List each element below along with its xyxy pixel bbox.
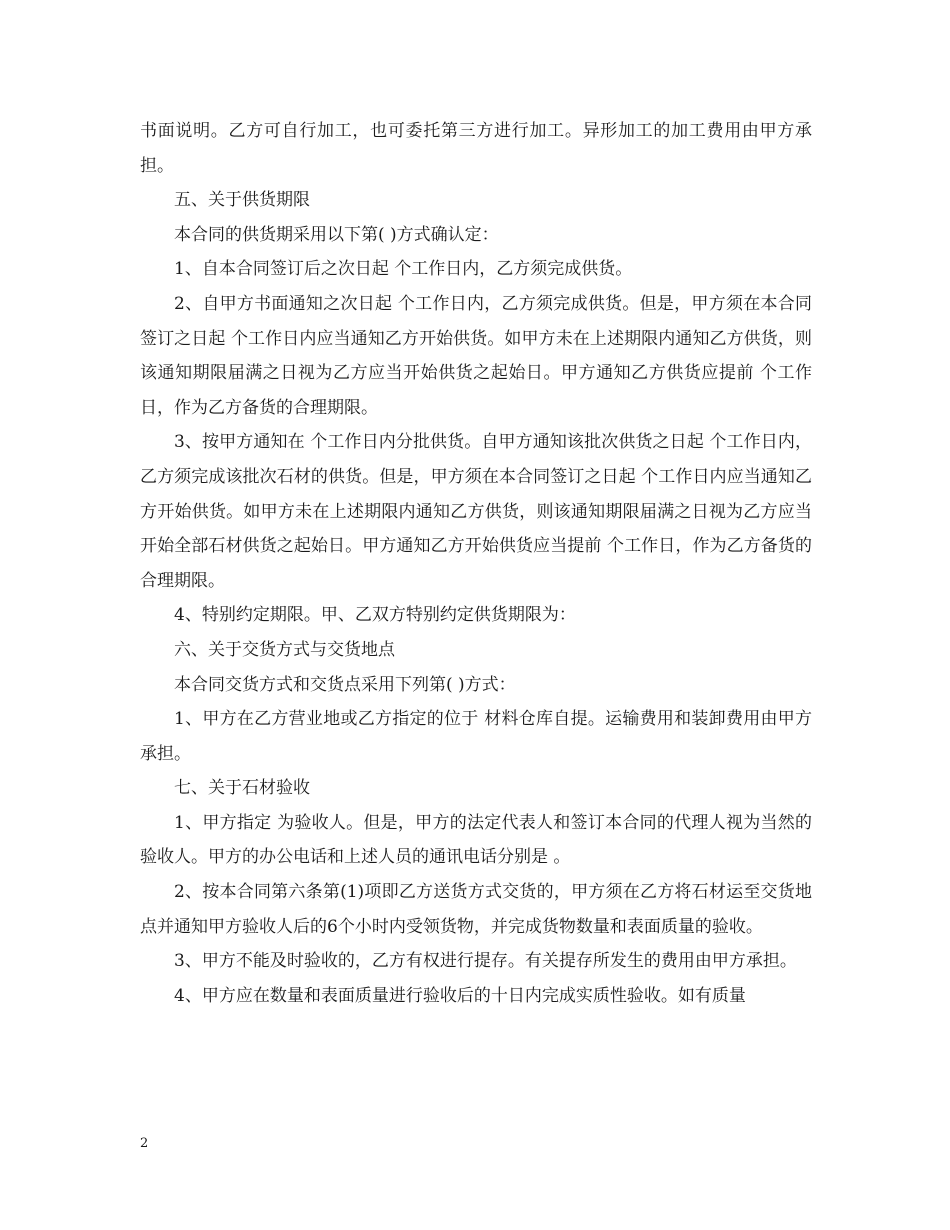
paragraph: 3、甲方不能及时验收的，乙方有权进行提存。有关提存所发生的费用由甲方承担。 <box>174 951 797 972</box>
paragraph: 本合同的供货期采用以下第( )方式确认定： <box>174 224 499 245</box>
paragraph: 4、甲方应在数量和表面质量进行验收后的十日内完成实质性验收。如有质量 <box>174 985 746 1006</box>
page-number: 2 <box>140 1136 149 1151</box>
paragraph: 书面说明。乙方可自行加工，也可委托第三方进行加工。异形加工的加工费用由甲方承担。 <box>140 121 812 176</box>
paragraph: 1、甲方指定 为验收人。但是，甲方的法定代表人和签订本合同的代理人视为当然的验收人。甲方的办公电话和上述人员的通讯电话分别是 。 <box>140 812 812 868</box>
document-body <box>140 114 812 1013</box>
paragraph: 1、自本合同签订后之次日起 个工作日内，乙方须完成供货。 <box>174 259 633 280</box>
paragraph: 3、按甲方通知在 个工作日内分批供货。自甲方通知该批次供货之日起 个工作日内，乙方须完成该批次石材的供货。但是，甲方须在本合同签订之日起 个工作日内应当通知乙方开始供货。如甲方未在上述期限内通知乙方供货，则该通知期限届满之日视为乙方应当开始全部石材供货之起始日。甲方通知乙方开始供货应当提前 个工作日，作为乙方备货的合理期限。 <box>140 432 812 591</box>
section-heading-delivery-method: 六、关于交货方式与交货地点 <box>174 639 395 660</box>
paragraph: 4、特别约定期限。甲、乙双方特别约定供货期限为： <box>174 605 576 626</box>
paragraph: 2、自甲方书面通知之次日起 个工作日内，乙方须完成供货。但是，甲方须在本合同签订之日起 个工作日内应当通知乙方开始供货。如甲方未在上述期限内通知乙方供货，则该通知期限届满之日视为乙方应当开始供货之起始日。甲方通知乙方供货应提前 个工作日，作为乙方备货的合理期限。 <box>140 293 812 418</box>
paragraph: 1、甲方在乙方营业地或乙方指定的位于 材料仓库自提。运输费用和装卸费用由甲方承担。 <box>140 709 812 764</box>
paragraph: 本合同交货方式和交货点采用下列第( )方式： <box>174 674 516 695</box>
section-heading-stone-acceptance: 七、关于石材验收 <box>174 778 310 799</box>
section-heading-supply-period: 五、关于供货期限 <box>174 190 310 211</box>
paragraph: 2、按本合同第六条第(1)项即乙方送货方式交货的，甲方须在乙方将石材运至交货地点并通知甲方验收人后的6个小时内受领货物，并完成货物数量和表面质量的验收。 <box>140 882 812 937</box>
